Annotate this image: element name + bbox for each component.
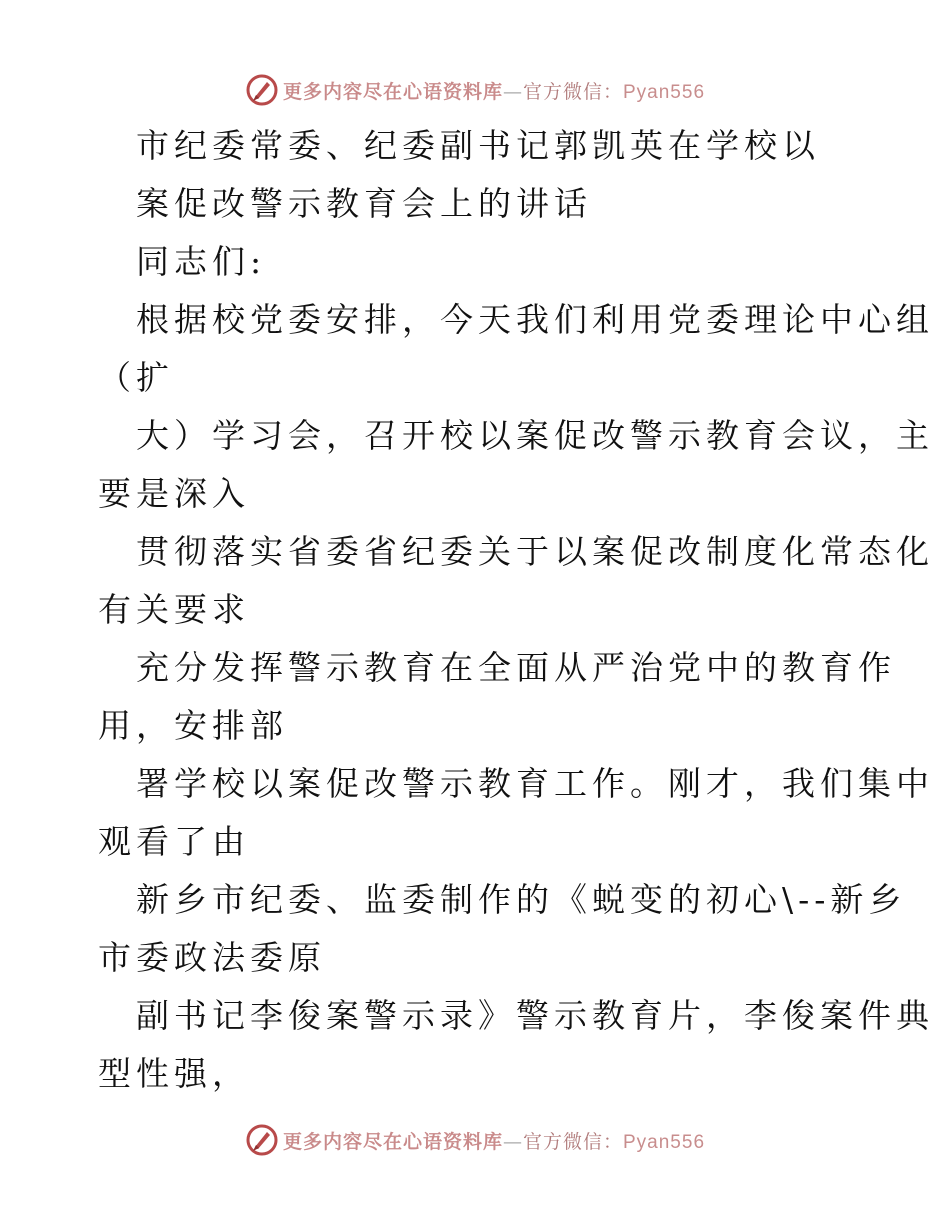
banner-wechat-id: Pyan556 [623, 81, 706, 103]
text-line: （扩 [98, 358, 174, 397]
text-line: 署学校以案促改警示教育工作。刚才，我们集中 [136, 764, 934, 803]
brush-logo-icon [245, 73, 279, 107]
banner-main-text: 更多内容尽在心语资料库 [282, 1130, 503, 1153]
document-body [98, 117, 934, 1103]
brush-logo-icon [245, 1123, 279, 1157]
banner-separator: — [502, 1130, 523, 1153]
text-line: 市纪委常委、纪委副书记郭凯英在学校以 [136, 126, 820, 165]
banner-wechat-label: 官方微信： [522, 1130, 623, 1153]
text-line: 充分发挥警示教育在全面从严治党中的教育作 [136, 648, 896, 687]
header-banner [0, 70, 950, 110]
banner-text [283, 77, 705, 104]
text-line: 型性强， [98, 1054, 250, 1093]
banner-text [283, 1127, 705, 1154]
banner-main-text: 更多内容尽在心语资料库 [282, 80, 503, 103]
footer-banner [0, 1120, 950, 1160]
banner-wechat-id: Pyan556 [623, 1131, 706, 1153]
text-line: 观看了由 [98, 822, 250, 861]
text-line: 有关要求 [98, 590, 250, 629]
text-line: 同志们: [136, 242, 267, 281]
text-line: 副书记李俊案警示录》警示教育片，李俊案件典 [136, 996, 934, 1035]
text-line: 市委政法委原 [98, 938, 326, 977]
text-line: 贯彻落实省委省纪委关于以案促改制度化常态化 [136, 532, 934, 571]
banner-wechat-label: 官方微信： [522, 80, 623, 103]
text-line: 案促改警示教育会上的讲话 [136, 184, 592, 223]
text-line: 根据校党委安排，今天我们利用党委理论中心组 [136, 300, 934, 339]
text-line: 要是深入 [98, 474, 250, 513]
text-line: 用，安排部 [98, 706, 288, 745]
banner-separator: — [502, 80, 523, 103]
text-line: 大）学习会，召开校以案促改警示教育会议，主 [136, 416, 934, 455]
text-line: 新乡市纪委、监委制作的《蜕变的初心\--新乡 [136, 880, 907, 919]
